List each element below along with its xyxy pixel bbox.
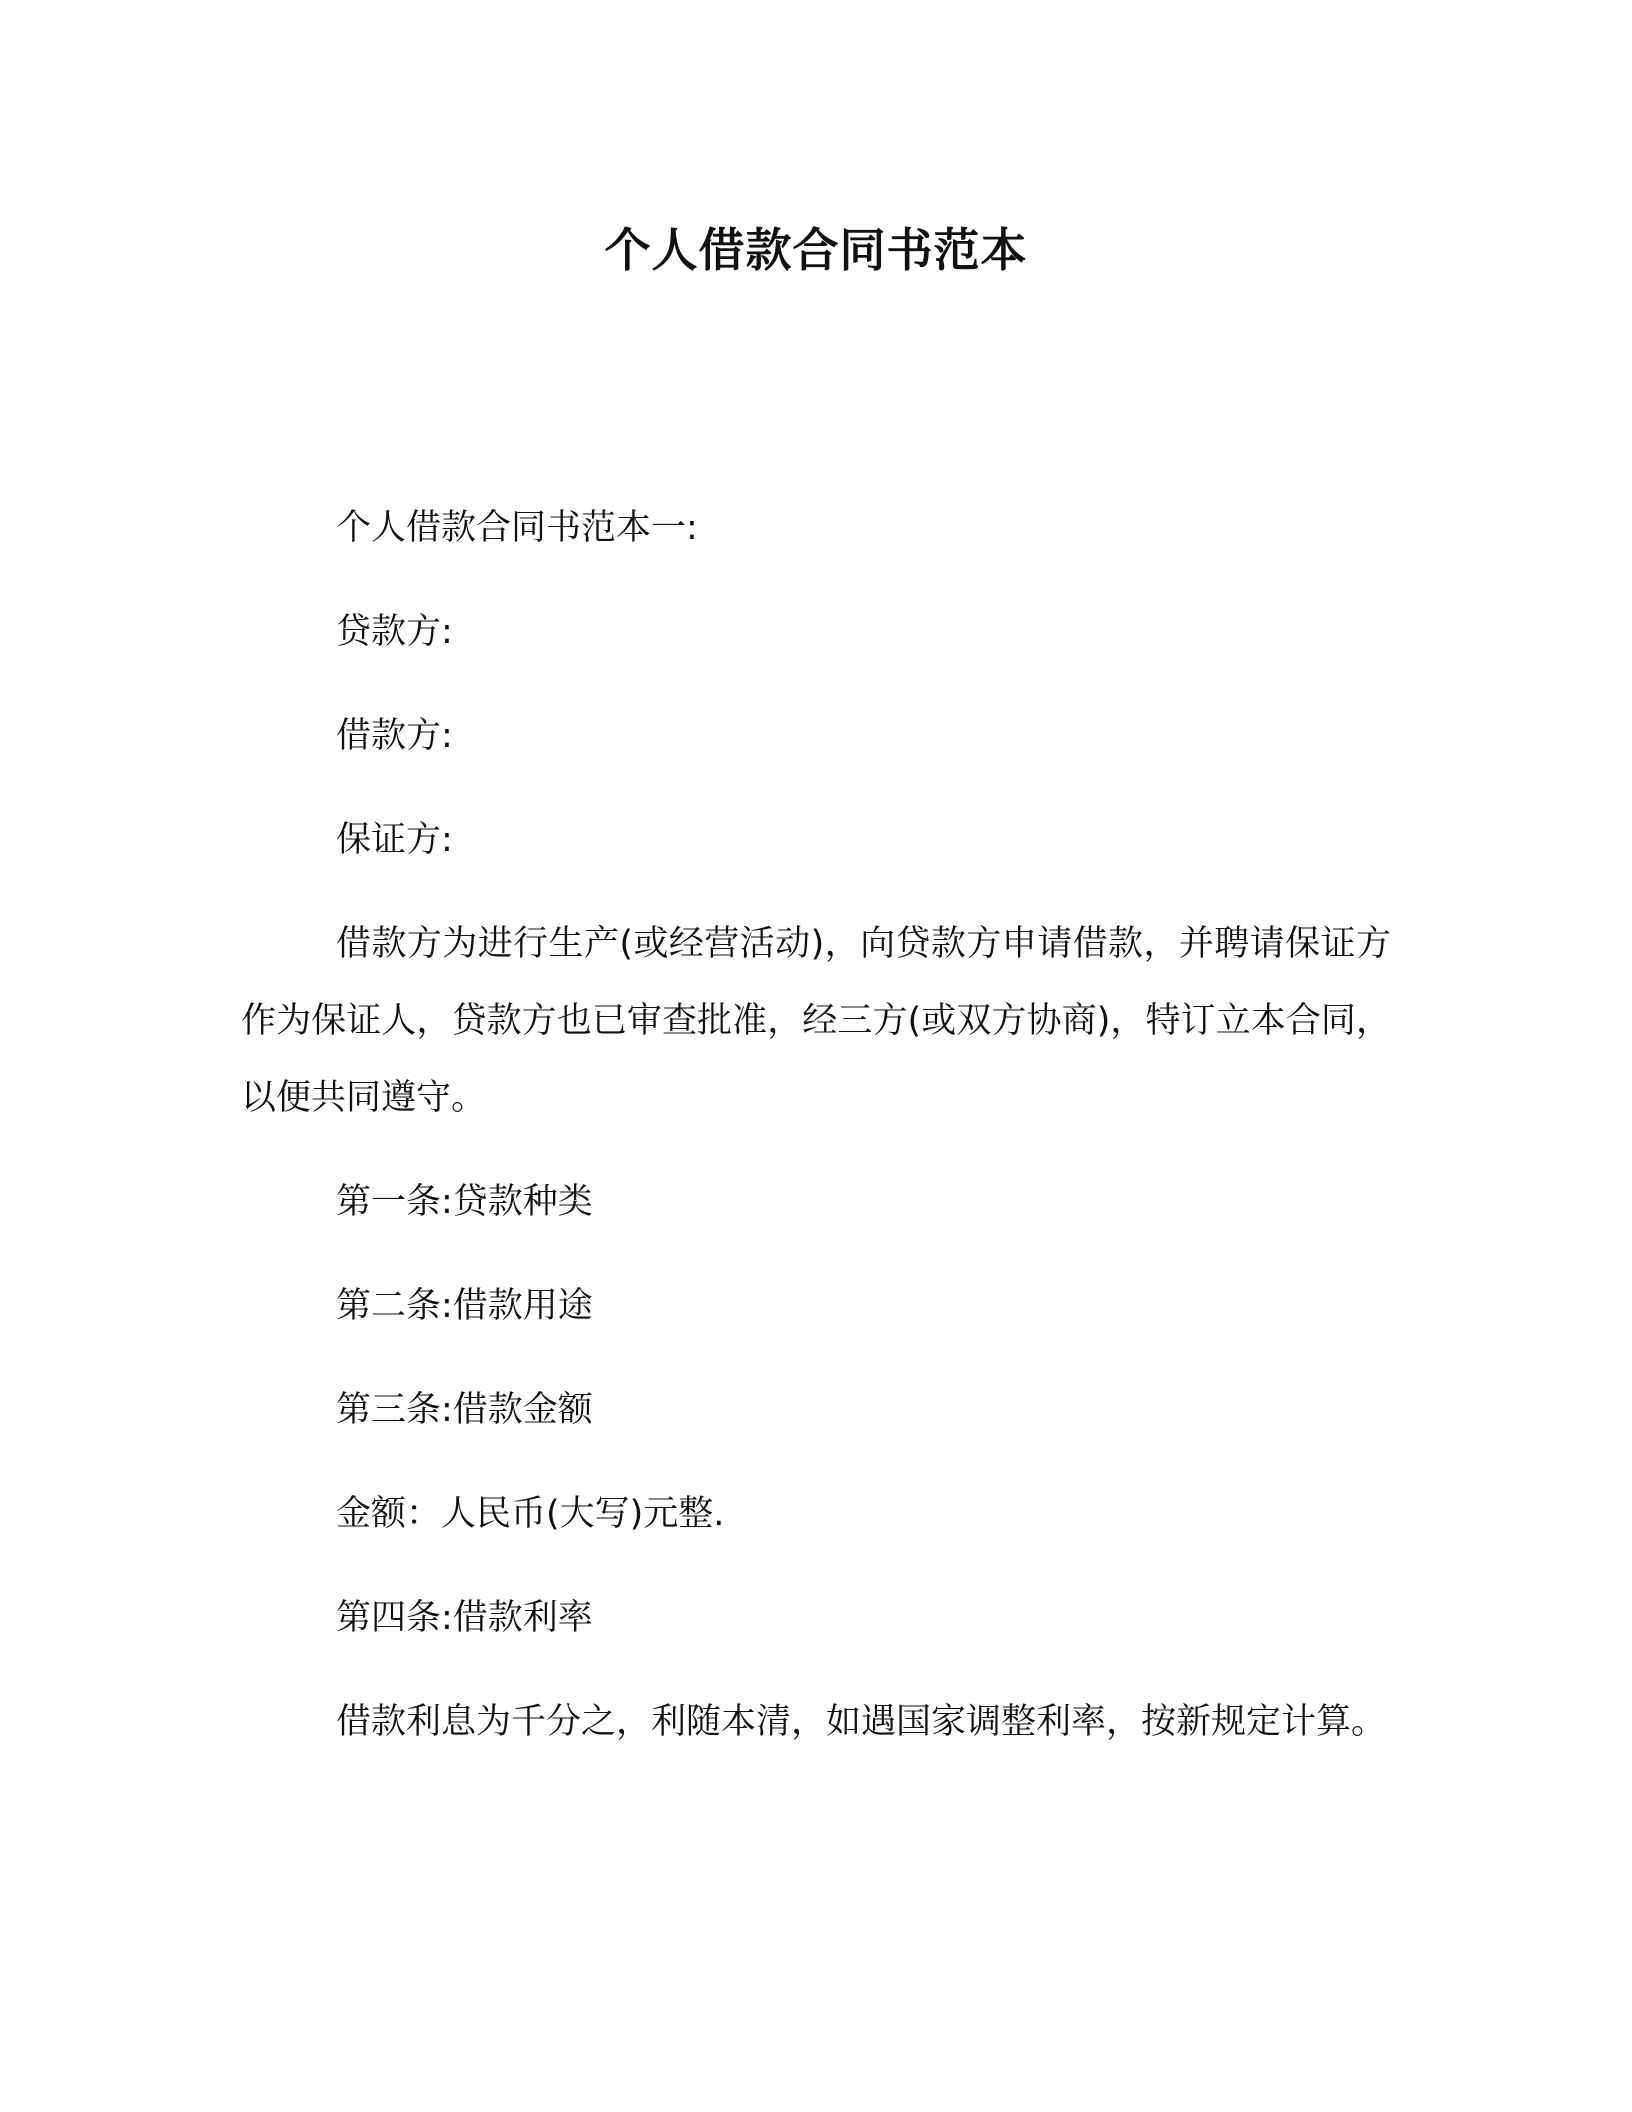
article-4: 第四条:借款利率 <box>336 1598 593 1638</box>
section-heading: 个人借款合同书范本一: <box>336 508 698 548</box>
document-body <box>241 490 1391 1788</box>
amount-line: 金额：人民币(大写)元整. <box>336 1494 725 1534</box>
preamble-paragraph: 借款方为进行生产(或经营活动)，向贷款方申请借款，并聘请保证方作为保证人，贷款方也已审查批准，经三方(或双方协商)，特订立本合同，以便共同遵守。 <box>241 924 1391 1118</box>
guarantor-field: 保证方: <box>336 820 453 860</box>
document-title: 个人借款合同书范本 <box>604 223 1028 277</box>
borrower-field: 借款方: <box>336 716 453 756</box>
article-2: 第二条:借款用途 <box>336 1286 593 1326</box>
lender-field: 贷款方: <box>336 612 453 652</box>
article-1: 第一条:贷款种类 <box>336 1182 593 1222</box>
interest-paragraph: 借款利息为千分之，利随本清，如遇国家调整利率，按新规定计算。 <box>336 1702 1387 1742</box>
article-3: 第三条:借款金额 <box>336 1390 593 1430</box>
